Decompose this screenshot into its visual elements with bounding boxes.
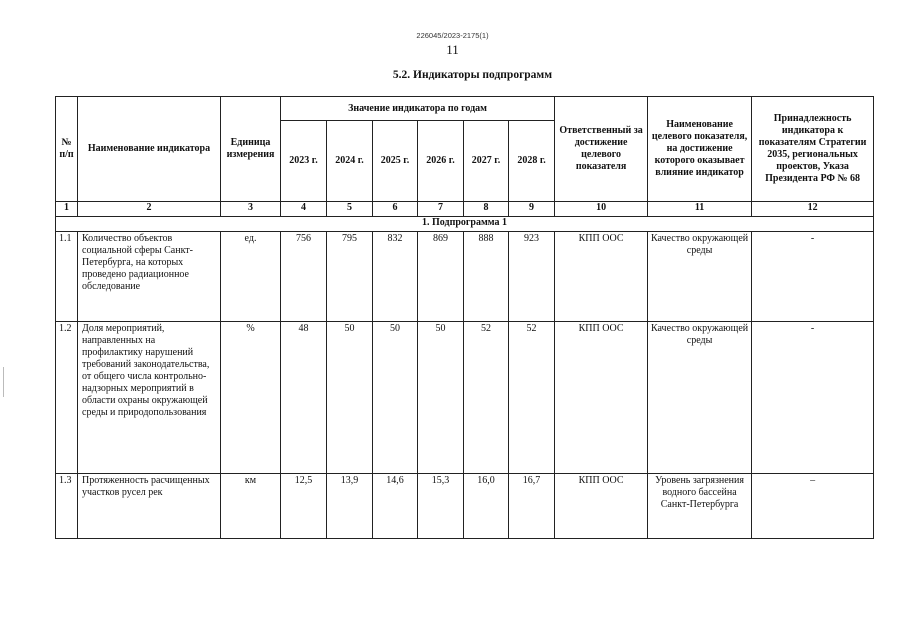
subprogram-title: 1. Подпрограмма 1 (56, 217, 874, 232)
row-number: 1.3 (56, 474, 78, 539)
value-2024: 795 (327, 232, 373, 322)
column-number: 3 (221, 202, 281, 217)
indicator-name: Количество объектов социальной сферы Санкт-Петербурга, на которых проведено радиационное обследование (78, 232, 221, 322)
scan-margin-mark (3, 367, 4, 397)
membership: - (752, 232, 874, 322)
column-number: 4 (281, 202, 327, 217)
column-number: 11 (648, 202, 752, 217)
membership: - (752, 322, 874, 474)
header-year: 2027 г. (464, 121, 509, 202)
value-2025: 832 (373, 232, 418, 322)
header-row-top (56, 97, 874, 121)
membership: – (752, 474, 874, 539)
value-2028: 52 (509, 322, 555, 474)
value-2028: 16,7 (509, 474, 555, 539)
row-number: 1.1 (56, 232, 78, 322)
row-number: 1.2 (56, 322, 78, 474)
value-2028: 923 (509, 232, 555, 322)
header-no: № п/п (56, 97, 78, 202)
header-target: Наименование целевого показателя, на достижение которого оказывает влияние индикатор (648, 97, 752, 202)
value-2023: 12,5 (281, 474, 327, 539)
value-2026: 869 (418, 232, 464, 322)
value-2023: 48 (281, 322, 327, 474)
indicators-table (55, 96, 874, 539)
section-title: 5.2. Индикаторы подпрограмм (392, 69, 553, 81)
page-number: 11 (446, 42, 459, 57)
responsible: КПП ООС (555, 474, 648, 539)
column-number: 7 (418, 202, 464, 217)
responsible: КПП ООС (555, 322, 648, 474)
header-responsible: Ответственный за достижение целевого показателя (555, 97, 648, 202)
table-row (56, 322, 874, 474)
header-year: 2025 г. (373, 121, 418, 202)
responsible: КПП ООС (555, 232, 648, 322)
value-2026: 15,3 (418, 474, 464, 539)
header-values-group: Значение индикатора по годам (281, 97, 555, 121)
indicator-name: Протяженность расчищенных участков русел рек (78, 474, 221, 539)
column-number-row (56, 202, 874, 217)
column-number: 6 (373, 202, 418, 217)
target-indicator: Уровень загрязнения водного бассейна Санкт-Петербурга (648, 474, 752, 539)
table-row (56, 232, 874, 322)
document-id: 226045/2023-2175(1) (416, 31, 489, 40)
header-year: 2026 г. (418, 121, 464, 202)
value-2024: 13,9 (327, 474, 373, 539)
header-year: 2023 г. (281, 121, 327, 202)
header-membership: Принадлежность индикатора к показателям Стратегии 2035, региональных проектов, Указа Президента РФ № 68 (752, 97, 874, 202)
column-number: 5 (327, 202, 373, 217)
indicator-name: Доля мероприятий, направленных на профилактику нарушений требований законодательства, от общего числа контрольно-надзорных мероприятий в области охраны окружающей среды и природопользования (78, 322, 221, 474)
column-number: 1 (56, 202, 78, 217)
value-2027: 52 (464, 322, 509, 474)
header-name: Наименование индикатора (78, 97, 221, 202)
value-2025: 14,6 (373, 474, 418, 539)
unit: % (221, 322, 281, 474)
value-2025: 50 (373, 322, 418, 474)
column-number: 8 (464, 202, 509, 217)
value-2023: 756 (281, 232, 327, 322)
subprogram-row (56, 217, 874, 232)
header-year: 2024 г. (327, 121, 373, 202)
target-indicator: Качество окружающей среды (648, 322, 752, 474)
unit: ед. (221, 232, 281, 322)
column-number: 12 (752, 202, 874, 217)
header-unit: Единица измерения (221, 97, 281, 202)
column-number: 10 (555, 202, 648, 217)
value-2024: 50 (327, 322, 373, 474)
header-year: 2028 г. (509, 121, 555, 202)
value-2027: 888 (464, 232, 509, 322)
column-number: 2 (78, 202, 221, 217)
value-2027: 16,0 (464, 474, 509, 539)
table-row (56, 474, 874, 539)
value-2026: 50 (418, 322, 464, 474)
unit: км (221, 474, 281, 539)
target-indicator: Качество окружающей среды (648, 232, 752, 322)
column-number: 9 (509, 202, 555, 217)
